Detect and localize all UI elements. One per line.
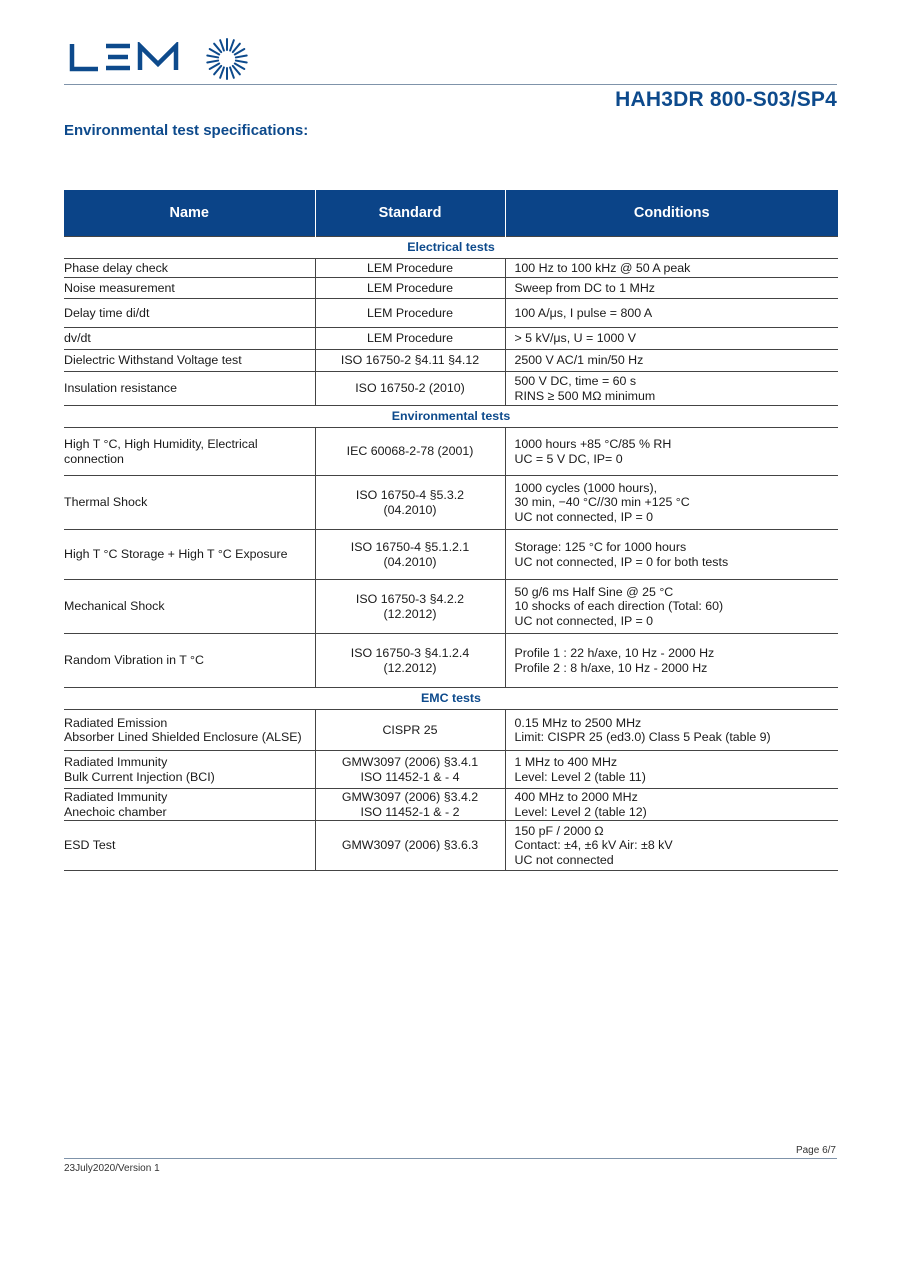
cell-standard: [315, 789, 505, 821]
footer-divider: [64, 1158, 837, 1159]
conditions-text-line: 400 MHz to 2000 MHz: [514, 790, 638, 804]
cell-conditions: [505, 259, 838, 278]
conditions-text-line: UC not connected, IP = 0: [514, 613, 654, 628]
cell-name: [64, 278, 315, 299]
conditions-text-line: 500 V DC, time = 60 s: [514, 374, 637, 388]
cell-conditions: [505, 789, 838, 821]
standard-text-line: GMW3097 (2006) §3.4.2: [341, 790, 479, 804]
cell-name: [64, 789, 315, 821]
cell-standard: [315, 259, 505, 278]
table-row: [64, 299, 838, 328]
lem-logo: [68, 36, 252, 82]
name-text-line: Random Vibration in T °C: [64, 653, 204, 668]
standard-text-line: (04.2010): [383, 502, 437, 517]
name-text-line: Anechoic chamber: [64, 804, 167, 819]
conditions-text-line: 1000 hours +85 °C/85 % RH: [514, 437, 672, 451]
cell-conditions: [505, 821, 838, 871]
standard-text-line: GMW3097 (2006) §3.4.1: [341, 755, 479, 769]
cell-standard: [315, 751, 505, 789]
cell-standard: [315, 328, 505, 350]
conditions-text-line: 100 A/μs, I pulse = 800 A: [514, 305, 653, 320]
table-row: [64, 259, 838, 278]
table-row: [64, 710, 838, 751]
sun-ray: [210, 49, 220, 55]
name-text-line: Dielectric Withstand Voltage test: [64, 353, 242, 368]
cell-name: [64, 580, 315, 634]
environmental-test-table: [64, 190, 838, 871]
conditions-text-line: 0.15 MHz to 2500 MHz: [514, 715, 642, 730]
sun-ray: [233, 44, 240, 52]
sun-ray: [230, 40, 234, 50]
standard-text-line: ISO 16750-4 §5.3.2: [355, 488, 465, 502]
name-text-line: High T °C Storage + High T °C Exposure: [64, 547, 288, 562]
group-header-row: [64, 688, 838, 710]
cell-name: [64, 710, 315, 751]
name-text-line: Noise measurement: [64, 280, 175, 295]
sun-ray: [235, 49, 245, 55]
table-row: [64, 278, 838, 299]
table-row: [64, 634, 838, 688]
cell-name: [64, 751, 315, 789]
name-text-line: Radiated Emission: [64, 715, 168, 730]
table-row: [64, 530, 838, 580]
conditions-text-line: Contact: ±4, ±6 kV Air: ±8 kV: [514, 838, 673, 853]
cell-conditions: [505, 580, 838, 634]
standard-text-line: LEM Procedure: [366, 260, 454, 275]
conditions-text-line: 1 MHz to 400 MHz: [514, 755, 618, 769]
table-row: [64, 580, 838, 634]
cell-name: [64, 299, 315, 328]
sun-ray: [214, 66, 221, 74]
column-header-conditions: Conditions: [505, 190, 838, 237]
product-code-title: HAH3DR 800-S03/SP4: [615, 88, 837, 111]
name-text-line: ESD Test: [64, 838, 116, 853]
standard-text-line: LEM Procedure: [366, 305, 454, 320]
conditions-text-line: Level: Level 2 (table 11): [514, 769, 646, 784]
cell-name: [64, 821, 315, 871]
column-header-standard: Standard: [315, 190, 505, 237]
conditions-text-line: UC = 5 V DC, IP= 0: [514, 451, 623, 466]
name-text-line: Absorber Lined Shielded Enclosure (ALSE): [64, 730, 302, 744]
name-text-line: Thermal Shock: [64, 495, 148, 510]
cell-name: [64, 530, 315, 580]
cell-conditions: [505, 328, 838, 350]
name-text-line: Phase delay check: [64, 260, 169, 275]
table-row: [64, 328, 838, 350]
standard-text-line: (04.2010): [383, 554, 437, 569]
cell-standard: [315, 580, 505, 634]
group-title: EMC tests: [64, 688, 838, 710]
cell-name: [64, 328, 315, 350]
standard-text-line: GMW3097 (2006) §3.6.3: [341, 838, 479, 853]
conditions-text-line: Storage: 125 °C for 1000 hours: [514, 540, 687, 554]
conditions-text-line: Level: Level 2 (table 12): [514, 804, 647, 819]
cell-standard: [315, 710, 505, 751]
name-text-line: Radiated Immunity: [64, 790, 168, 804]
cell-conditions: [505, 299, 838, 328]
conditions-text-line: UC not connected, IP = 0: [514, 509, 654, 524]
conditions-text-line: Profile 1 : 22 h/axe, 10 Hz - 2000 Hz: [514, 646, 715, 660]
sun-ray: [210, 64, 220, 70]
cell-conditions: [505, 751, 838, 789]
conditions-text-line: Profile 2 : 8 h/axe, 10 Hz - 2000 Hz: [514, 660, 708, 675]
table-row: [64, 476, 838, 530]
conditions-text-line: 2500 V AC/1 min/50 Hz: [514, 353, 644, 368]
sun-rays-icon: [204, 36, 250, 82]
group-header-row: [64, 237, 838, 259]
standard-text-line: ISO 16750-3 §4.2.2: [355, 592, 465, 606]
cell-standard: [315, 634, 505, 688]
standard-text-line: ISO 16750-2 (2010): [355, 381, 465, 396]
name-text-line: Insulation resistance: [64, 381, 177, 396]
sun-ray: [236, 56, 247, 58]
conditions-text-line: UC not connected: [514, 852, 614, 867]
cell-name: [64, 428, 315, 476]
standard-text-line: ISO 11452-1 & - 4: [360, 769, 460, 784]
cell-standard: [315, 299, 505, 328]
cell-conditions: [505, 372, 838, 406]
standard-text-line: IEC 60068-2-78 (2001): [346, 444, 474, 459]
conditions-text-line: 150 pF / 2000 Ω: [514, 823, 604, 838]
name-text-line: High T °C, High Humidity, Electrical connection: [64, 437, 258, 466]
sun-ray: [230, 67, 234, 77]
conditions-text-line: 50 g/6 ms Half Sine @ 25 °C: [514, 584, 674, 599]
sun-ray: [233, 66, 240, 74]
sun-ray: [220, 67, 224, 77]
conditions-text-line: UC not connected, IP = 0 for both tests: [514, 554, 729, 569]
sun-ray: [220, 40, 224, 50]
group-title: Electrical tests: [64, 237, 838, 259]
cell-conditions: [505, 428, 838, 476]
table-row: [64, 789, 838, 821]
cell-standard: [315, 530, 505, 580]
table-row: [64, 350, 838, 372]
table-row: [64, 751, 838, 789]
section-title: Environmental test specifications:: [64, 122, 309, 139]
conditions-text-line: 30 min, −40 °C//30 min +125 °C: [514, 495, 690, 510]
cell-conditions: [505, 710, 838, 751]
group-header-row: [64, 406, 838, 428]
name-text-line: Mechanical Shock: [64, 599, 165, 614]
standard-text-line: LEM Procedure: [366, 280, 454, 295]
cell-conditions: [505, 634, 838, 688]
page-number: Page 6/7: [795, 1145, 836, 1156]
group-title: Environmental tests: [64, 406, 838, 428]
cell-conditions: [505, 530, 838, 580]
sun-ray: [214, 44, 221, 52]
cell-standard: [315, 428, 505, 476]
conditions-text-line: 1000 cycles (1000 hours),: [514, 480, 658, 495]
sun-ray: [236, 61, 247, 63]
cell-conditions: [505, 350, 838, 372]
standard-text-line: ISO 16750-4 §5.1.2.1: [350, 540, 470, 554]
conditions-text-line: 10 shocks of each direction (Total: 60): [514, 599, 724, 614]
conditions-text-line: Limit: CISPR 25 (ed3.0) Class 5 Peak (table 9): [514, 730, 771, 744]
cell-conditions: [505, 476, 838, 530]
standard-text-line: (12.2012): [383, 660, 437, 675]
table-header-row: [64, 190, 838, 237]
standard-text-line: CISPR 25: [382, 722, 438, 737]
cell-name: [64, 259, 315, 278]
name-text-line: dv/dt: [64, 331, 91, 346]
cell-standard: [315, 821, 505, 871]
cell-standard: [315, 278, 505, 299]
cell-name: [64, 372, 315, 406]
cell-standard: [315, 372, 505, 406]
cell-name: [64, 476, 315, 530]
standard-text-line: (12.2012): [383, 606, 437, 621]
standard-text-line: ISO 16750-3 §4.1.2.4: [350, 646, 470, 660]
cell-name: [64, 634, 315, 688]
sun-ray: [207, 61, 218, 63]
name-text-line: Radiated Immunity: [64, 755, 168, 769]
table-row: [64, 821, 838, 871]
conditions-text-line: > 5 kV/μs, U = 1000 V: [514, 331, 636, 346]
table-row: [64, 428, 838, 476]
header-divider: [64, 84, 837, 85]
standard-text-line: ISO 16750-2 §4.11 §4.12: [340, 353, 480, 368]
conditions-text-line: RINS ≥ 500 MΩ minimum: [514, 388, 656, 403]
conditions-text-line: 100 Hz to 100 kHz @ 50 A peak: [514, 260, 691, 275]
cell-name: [64, 350, 315, 372]
conditions-text-line: Sweep from DC to 1 MHz: [514, 280, 655, 295]
sun-ray: [207, 56, 218, 58]
document-date-version: 23July2020/Version 1: [64, 1163, 160, 1174]
column-header-name: Name: [64, 190, 315, 237]
name-text-line: Bulk Current Injection (BCI): [64, 769, 215, 784]
standard-text-line: ISO 11452-1 & - 2: [360, 804, 460, 819]
cell-conditions: [505, 278, 838, 299]
name-text-line: Delay time di/dt: [64, 305, 150, 320]
table-row: [64, 372, 838, 406]
sun-ray: [235, 64, 245, 70]
lem-wordmark: [68, 42, 180, 72]
cell-standard: [315, 476, 505, 530]
standard-text-line: LEM Procedure: [366, 331, 454, 346]
cell-standard: [315, 350, 505, 372]
table-body: [64, 237, 838, 871]
